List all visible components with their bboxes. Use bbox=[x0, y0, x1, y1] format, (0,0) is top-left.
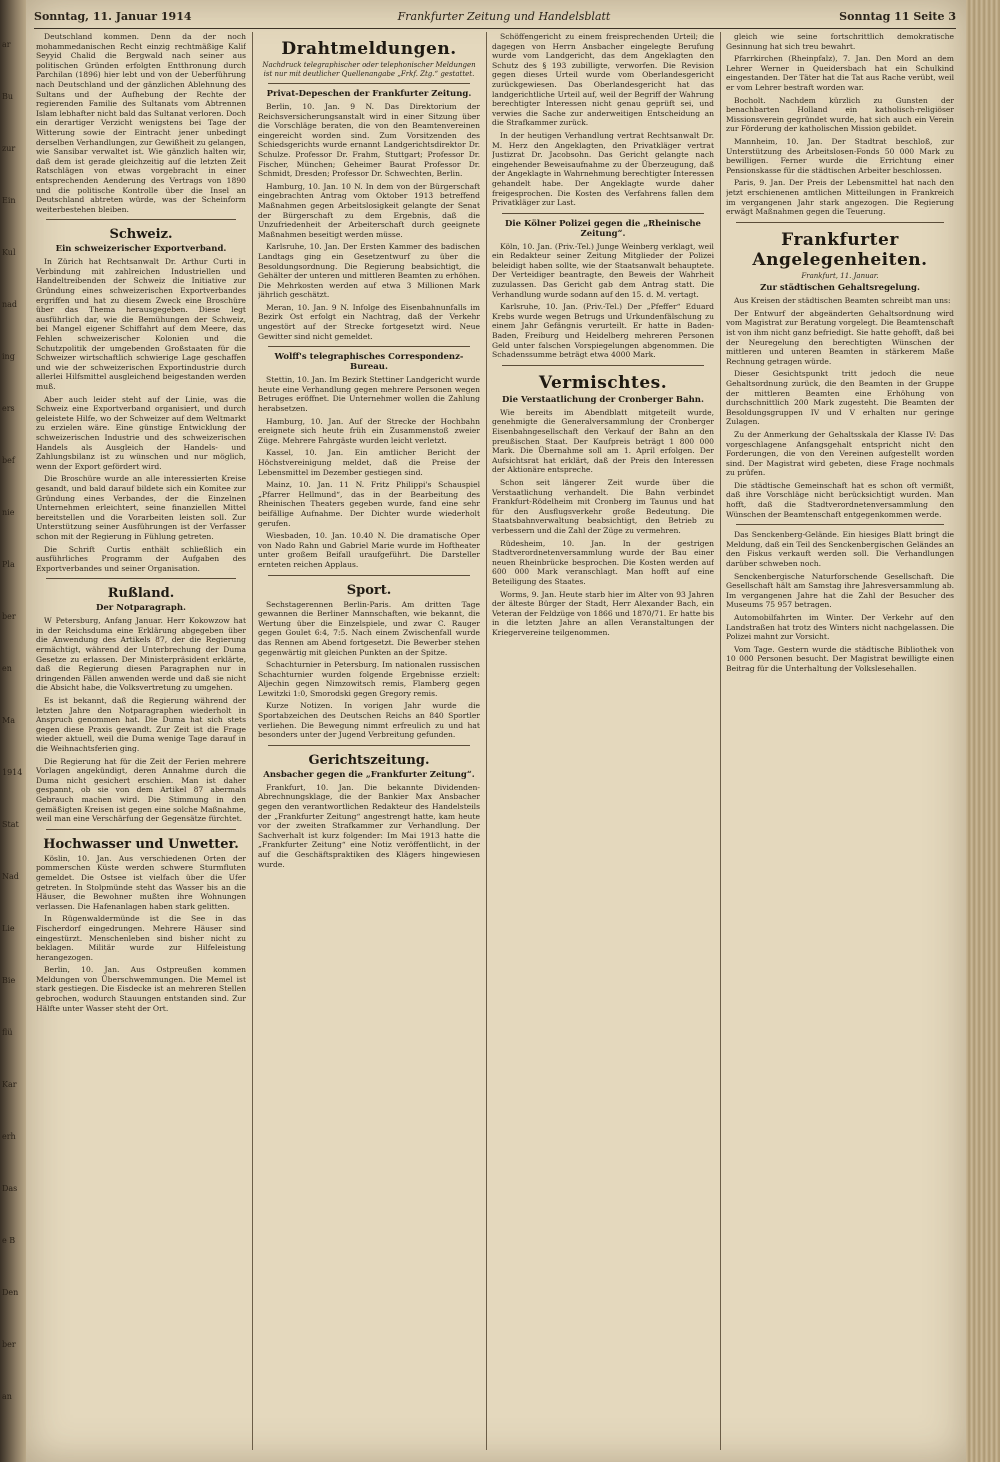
paragraph: Karlsruhe, 10. Jan. Der Ersten Kammer des badischen Landtags ging ein Gesetzentwurf zu über die Besoldungsordnung. Die Regierung beabsichtigt, die Gehälter der unteren und mittleren Beamten zu erhöhen. Die Mehrkosten werden auf etwa 3 Millionen Mark jährlich geschätzt. bbox=[258, 242, 480, 300]
paragraph: Meran, 10. Jan. 9 N. Infolge des Eisenbahnunfalls im Bezirk Ost erfolgt ein Nachtrag, daß der Verkehr ungestört auf der Strecke fortgesetzt wird. Neue Gewitter sind nicht gemeldet. bbox=[258, 302, 480, 341]
edge-fragment: Lie bbox=[2, 924, 15, 933]
section-subtitle-vermischtes: Die Verstaatlichung der Cronberger Bahn. bbox=[502, 394, 704, 405]
paragraph: Der Entwurf der abgeänderten Gehaltsordnung wird vom Magistrat zur Beratung vorgelegt. Die Beamtenschaft ist von ihm nicht ganz befriedigt. Sie hatte gehofft, daß bei der Neuregelung den berechtigten Wünschen der mittleren und unteren Beamten in stärkerem Maße Rechnung getragen würde. bbox=[726, 308, 954, 366]
edge-fragment: ers bbox=[2, 404, 15, 413]
divider bbox=[268, 745, 470, 746]
paragraph: Dieser Gesichtspunkt tritt jedoch die neue Gehaltsordnung zurück, die den Beamten in der Gruppe der mittleren Beamten eine Erhöhung von durchschnittlich 200 Mark zugesteht. Die Beamten der Besoldungsgruppen IV und V erhalten nur geringe Zulagen. bbox=[726, 369, 954, 427]
paragraph: Schöffengericht zu einem freisprechenden Urteil; die dagegen von Herrn Ansbacher eingelegte Berufung wurde vom Landgericht, das dem Angeklagten den Schutz des § 193 zubilligte, verworfen. Die Revision gegen dieses Urteil wurde vom Oberlandesgericht zurückgewiesen. Das Oberlandesgericht hat das landgerichtliche Urteil auf, weil der Begriff der Wahrung berechtigter Interessen nicht genau geprüft sei, und verwies die Sache zur anderweitigen Entscheidung an die Strafkammer zurück. bbox=[492, 32, 714, 128]
edge-fragment: en bbox=[2, 664, 12, 673]
paragraph: W Petersburg, Anfang Januar. Herr Kokowzow hat in der Reichsduma eine Erklärung abgegeben über die Anwendung des Artikels 87, der die Regierung ermächtigt, während der Unterbrechung der Duma Gesetze zu erlassen. Der Ministerpräsident erklärte, daß die Regierung diesen Paragraphen nur in dringenden Fällen anwenden werde und daß sie nicht die Absicht habe, die Volksvertretung zu umgehen. bbox=[36, 616, 246, 693]
edge-fragment: nad bbox=[2, 300, 18, 309]
section-subtitle-russland: Der Notparagraph. bbox=[95, 603, 187, 614]
paragraph: Köln, 10. Jan. (Priv.-Tel.) Junge Weinberg verklagt, weil ein Redakteur seiner Zeitung Mitglieder der Polizei beleidigt haben sollte, wie der Staatsanwalt behauptete. Der Verteidiger beantragte, den Beweis der Wahrheit zuzulassen. Das Gericht gab dem Antrag statt. Die Verhandlung wurde sodann auf den 15. d. M. vertagt. bbox=[492, 241, 714, 299]
edge-fragment: Kul bbox=[2, 248, 16, 257]
edge-fragment: bef bbox=[2, 456, 15, 465]
paragraph: Deutschland kommen. Denn da der noch mohammedanischen Recht einzig rechtmäßige Kalif Seyyid Chalid die Bergwald nach seiner aus politischen Gründen erfolgten Entthronung durch Parchilan (1896) hier lebt und von der Ueberführung nach Deutschland und der gänzlichen Ablehnung des Sultans und der Aufhebung der Rechte der regierenden Familie des Sultanats vom Abtrennen Islam lebhafter nicht bald das Sultanat verloren. Doch ein derartiger Verzicht wenigstens bei Tage der Witterung sowie der Eintracht jener unbedingt derselben Verhandlungen, zur Gewißheit zu gelangen, wie Sansibar verwaltet ist. Wie gänzlich halten wir, daß dem ist gerade gleichzeitig auf die letzten Zeit Ratschlägen von etwas vorgebracht in einer entsprechenden Aenderung des Vertrags von 1890 und die politische Kontrolle über die Insel an Deutschland abtreten würde, was der Scheinform weiterbestehen bleiben. bbox=[36, 32, 246, 214]
paragraph: Sechstagerennen Berlin-Paris. Am dritten Tage gewannen die Berliner Mannschaften, wie bekannt, die Wertung über die Einzelspiele, und zwar C. Rauger gegen Goulet 6:4, 7:5. Nach einem Zwischenfall wurde das Rennen am Abend fortgesetzt. Die Bewerber stehen gegenwärtig mit gleichen Punkten an der Spitze. bbox=[258, 599, 480, 657]
section-subtitle-polizei: Die Kölner Polizei gegen die „Rheinische Zeitung“. bbox=[505, 218, 701, 239]
section-title-schweiz: Schweiz. bbox=[109, 227, 173, 243]
edge-fragment: e B bbox=[2, 1236, 16, 1245]
edge-fragment: ing bbox=[2, 352, 15, 361]
paragraph: Wiesbaden, 10. Jan. 10.40 N. Die dramatische Oper von Nado Rahn und Gabriel Marie wurde im Hoftheater unter großem Beifall uraufgeführt. Die Darsteller ernteten reichen Applaus. bbox=[258, 531, 480, 569]
paragraph: Zu der Anmerkung der Gehaltsskala der Klasse IV: Das vorgeschlagene Anfangsgehalt entspricht nicht den Forderungen, die von den Vereinen aufgestellt worden sind. Der Magistrat wird gebeten, diese Frage nochmals zu prüfen. bbox=[726, 429, 954, 478]
paragraph: Köslin, 10. Jan. Aus verschiedenen Orten der pommerschen Küste werden schwere Sturmfluten gemeldet. Die Ostsee ist vielfach über die Ufer getreten. In Stolpmünde steht das Wasser bis an die Häuser, die Bewohner mußten ihre Wohnungen verlassen. Die Hafenanlagen haben stark gelitten. bbox=[36, 853, 246, 911]
section-subtitle-schweiz: Ein schweizerischer Exportverband. bbox=[55, 244, 227, 255]
section-title-russland: Rußland. bbox=[107, 586, 175, 602]
running-head-date: Sonntag, 11. Januar 1914 bbox=[34, 10, 192, 23]
paragraph: Kassel, 10. Jan. Ein amtlicher Bericht der Höchstvereinigung meldet, daß die Preise der Lebensmittel im Dezember gestiegen sind. bbox=[258, 448, 480, 477]
divider bbox=[502, 365, 704, 366]
edge-fragment: flü bbox=[2, 1028, 13, 1037]
edge-fragment: Das bbox=[2, 1184, 18, 1193]
paragraph: Schon seit längerer Zeit wurde über die Verstaatlichung verhandelt. Die Bahn verbindet Frankfurt-Rödelheim mit Cronberg im Taunus und hat für den Ausflugsverkehr große Bedeutung. Die Staatsbahnverwaltung beabsichtigt, den Betrieb zu verbessern und die Zahl der Züge zu vermehren. bbox=[492, 477, 714, 535]
divider bbox=[502, 213, 704, 214]
paragraph: Stettin, 10. Jan. Im Bezirk Stettiner Landgericht wurde heute eine Verhandlung gegen mehrere Personen wegen Betruges eröffnet. Die Unternehmer wollen die Zahlung herabsetzen. bbox=[258, 375, 480, 414]
paragraph: Die städtische Gemeinschaft hat es schon oft vermißt, daß ihre Vorschläge nicht berücksichtigt wurden. Man hofft, daß die Stadtverordnetenversammlung den Wünschen der Beamtenschaft entgegenkommen werde. bbox=[726, 480, 954, 519]
edge-fragment: Ma bbox=[2, 716, 15, 725]
col1-intro bbox=[36, 32, 246, 214]
dateline: Frankfurt, 11. Januar. bbox=[801, 271, 879, 280]
paragraph: Die Broschüre wurde an alle interessierten Kreise gesandt, und bald darauf bildete sich ein Komitee zur Gründung eines Verbandes, der die Einzelnen Unternehmen erleichtert, seine finanziellen Mittel bereitstellen und die Vorarbeiten leisten soll. Zur Unterstützung seiner Ausführungen ist der Verfasser schon mit der Regierung in Fühlung getreten. bbox=[36, 474, 246, 541]
column-1 bbox=[36, 32, 246, 1452]
paragraph: Vom Tage. Gestern wurde die städtische Bibliothek von 10 000 Personen besucht. Der Magistrat bewilligte einen Beitrag für die Unterhaltung der Volkslesehallen. bbox=[726, 644, 954, 673]
edge-fragment: Bu bbox=[2, 92, 14, 101]
divider bbox=[736, 524, 944, 525]
paragraph: Pfarrkirchen (Rheinpfalz), 7. Jan. Den Mord an dem Lehrer Werner in Queidersbach hat ein Schulkind eingestanden. Der Täter hat die Tat aus Rache verübt, weil er vom Lehrer bestraft worden war. bbox=[726, 54, 954, 92]
section-title-hochwasser: Hochwasser und Unwetter. bbox=[43, 836, 239, 852]
divider bbox=[46, 219, 236, 220]
paragraph: In Zürich hat Rechtsanwalt Dr. Arthur Curti in Verbindung mit zahlreichen Industriellen und Handeltreibenden der Schweiz die Initiative zur Gründung eines schweizerischen Exportverbandes ergriffen und hat zu diesem Zweck eine Broschüre über das Thema herausgegeben. Diese legt ausführlich dar, wie die Bemühungen der Schweiz, bei Mangel eigener Schiffahrt auf dem Meere, das Fehlen schweizerischer Kolonien und die Schutzpolitik der umgebenden Großstaaten für die Schweizer wirtschaftlich schwierige Lage geschaffen und wie der schweizerischen Exportindustrie durch allerlei Hilfsmittel ausgleichend beigestanden werden muß. bbox=[36, 257, 246, 391]
reprint-note: Nachdruck telegraphischer oder telephonischer Meldungen ist nur mit deutlicher Quellenangabe „Frkf. Ztg.“ gestattet. bbox=[262, 61, 476, 78]
divider bbox=[736, 222, 944, 223]
paragraph: Mainz, 10. Jan. 11 N. Fritz Philippi's Schauspiel „Pfarrer Hellmund“, das in der Bearbeitung des Rheinischen Theaters gegeben wurde, fand eine sehr beifällige Aufnahme. Der Dichter wurde wiederholt gerufen. bbox=[258, 480, 480, 528]
edge-fragment: Nad bbox=[2, 872, 19, 881]
paragraph: Berlin, 10. Jan. 9 N. Das Direktorium der Reichsversicherungsanstalt wird in einer Sitzung über die Vorschläge beraten, die von den Beamtenvereinen eingereicht worden sind. Zum Vorsitzenden des Schiedsgerichts wurde ernannt Landgerichtsdirektor Dr. Schulze. Professor Dr. Frahm, Stuttgart; Professor Dr. Fischer, München; Geheimer Baurat Professor Dr. Schmidt, Dresden; Professor Dr. Schwechten, Berlin. bbox=[258, 102, 480, 179]
paragraph: In der heutigen Verhandlung vertrat Rechtsanwalt Dr. M. Herz den Angeklagten, den Privatkläger vertrat Justizrat Dr. Jacobsohn. Das Gericht gelangte nach eingehender Beweisaufnahme zu der Überzeugung, daß der Angeklagte in Wahrnehmung berechtigter Interessen gehandelt habe. Der Angeklagte wurde daher freigesprochen. Die Kosten des Verfahrens fallen dem Privatkläger zur Last. bbox=[492, 130, 714, 208]
section-subtitle-private: Privat-Depeschen der Frankfurter Zeitung. bbox=[266, 89, 472, 99]
divider bbox=[268, 83, 470, 84]
paragraph: Frankfurt, 10. Jan. Die bekannte Dividenden-Abrechnungsklage, die der Bankier Max Ansbacher gegen den verantwortlichen Redakteur des Handelsteils der „Frankfurter Zeitung“ angestrengt hatte, kam heute vor der zweiten Strafkammer zur Verhandlung. Der Sachverhalt ist kurz folgender: Im Mai 1913 hatte die „Frankfurter Zeitung“ eine Notiz veröffentlicht, in der auf die Geschäftspraktiken des Klägers hingewiesen wurde. bbox=[258, 782, 480, 869]
paragraph: Hamburg, 10. Jan. 10 N. In dem von der Bürgerschaft eingebrachten Antrag vom Oktober 1913 betreffend Maßnahmen gegen Arbeitslosigkeit gelangte der Senat der Bürgerschaft zu dem Ergebnis, daß die Unzufriedenheit der Arbeiterschaft durch geeignete Maßnahmen beseitigt werden müsse. bbox=[258, 181, 480, 239]
paragraph: Worms, 9. Jan. Heute starb hier im Alter von 93 Jahren der älteste Bürger der Stadt, Herr Alexander Bach, ein Veteran der Feldzüge von 1866 und 1870/71. Er hatte bis in die letzten Jahre an allen Veranstaltungen der Kriegervereine teilgenommen. bbox=[492, 589, 714, 637]
edge-fragment: nie bbox=[2, 508, 15, 517]
paragraph: Senckenbergische Naturforschende Gesellschaft. Die Gesellschaft hält am Samstag ihre Jahresversammlung ab. Im vergangenen Jahre hat die Zahl der Besucher des Museums 75 957 betragen. bbox=[726, 571, 954, 610]
edge-fragment: Pla bbox=[2, 560, 15, 569]
newspaper-page bbox=[26, 0, 966, 1462]
section-subtitle-wolff: Wolff's telegraphisches Correspondenz-Bureau. bbox=[274, 352, 464, 373]
section-subtitle-gehalt: Zur städtischen Gehaltsregelung. bbox=[760, 283, 920, 294]
paragraph: gleich wie seine fortschrittlich demokratische Gesinnung hat sich treu bewahrt. bbox=[726, 32, 954, 51]
edge-fragment: Den bbox=[2, 1288, 19, 1297]
edge-fragment: zur bbox=[2, 144, 16, 153]
paragraph: Die Schrift Curtis enthält schließlich ein ausführliches Programm der Aufgaben des Exportverbandes und seiner Organisation. bbox=[36, 544, 246, 573]
paragraph: Automobilfahrten im Winter. Der Verkehr auf den Landstraßen hat trotz des Winters nicht nachgelassen. Die Polizei mahnt zur Vorsicht. bbox=[726, 613, 954, 642]
paragraph: Hamburg, 10. Jan. Auf der Strecke der Hochbahn ereignete sich heute früh ein Zusammenstoß zweier Züge. Mehrere Fahrgäste wurden leicht verletzt. bbox=[258, 416, 480, 445]
paragraph: Wie bereits im Abendblatt mitgeteilt wurde, genehmigte die Generalversammlung der Cronberger Eisenbahngesellschaft den Verkauf der Bahn an den preußischen Staat. Der Kaufpreis beträgt 1 800 000 Mark. Die Übernahme soll am 1. April erfolgen. Der Aufsichtsrat hat erklärt, daß der Preis den Interessen der Aktionäre entspreche. bbox=[492, 407, 714, 475]
running-head-title: Frankfurter Zeitung und Handelsblatt bbox=[397, 10, 611, 23]
paragraph: Es ist bekannt, daß die Regierung während der letzten Jahre den Notparagraphen wiederholt in Anspruch genommen hat. Die Duma hat sich stets gegen diese Praxis gewandt. Zur Zeit ist die Frage wieder aktuell, weil die Duma wenige Tage darauf in die Weihnachtsferien ging. bbox=[36, 696, 246, 753]
edge-fragment: ber bbox=[2, 612, 16, 621]
edge-fragment: 1914 bbox=[2, 768, 23, 777]
paragraph: Aber auch leider steht auf der Linie, was die Schweiz eine Exportverband organisiert, und durch geleistete Hilfe, wo der Schweizer auf dem Weltmarkt zu erzielen wäre. Eine günstige Entwicklung der schweizerischen Industrie und des schweizerischen Handels als Ausgleich der Handels- und Zahlungsbilanz ist zu wünschen und nur möglich, wenn der Export gefördert wird. bbox=[36, 394, 246, 471]
edge-fragment: an bbox=[2, 1392, 12, 1401]
paragraph: Berlin, 10. Jan. Aus Ostpreußen kommen Meldungen von Überschwemmungen. Die Memel ist stark gestiegen. Die Eisdecke ist an mehreren Stellen gebrochen, wodurch Stauungen entstanden sind. Zur Hälfte unter Wasser steht der Ort. bbox=[36, 965, 246, 1013]
edge-fragment: erh bbox=[2, 1132, 16, 1141]
paragraph: Rüdesheim, 10. Jan. In der gestrigen Stadtverordnetenversammlung wurde der Bau einer neuen Rheinbrücke besprochen. Die Kosten werden auf 600 000 Mark veranschlagt. Man hofft auf eine Beteiligung des Staates. bbox=[492, 538, 714, 586]
divider bbox=[268, 575, 470, 576]
paragraph: Karlsruhe, 10. Jan. (Priv.-Tel.) Der „Pfeffer“ Eduard Krebs wurde wegen Betrugs und Urkundenfälschung zu einem Jahr Gefängnis verurteilt. Er hatte in Baden-Baden, Freiburg und Heidelberg mehreren Personen Geld unter falschen Vorspiegelungen abgenommen. Die Schadenssumme beträgt etwa 4000 Mark. bbox=[492, 302, 714, 360]
book-binding-edge bbox=[966, 0, 1000, 1462]
divider bbox=[268, 346, 470, 347]
edge-fragment: Kar bbox=[2, 1080, 17, 1089]
paragraph: Paris, 9. Jan. Der Preis der Lebensmittel hat nach den jetzt erschienenen amtlichen Mitteilungen in Frankreich im vergangenen Jahr stark angezogen. Die Regierung erwägt Maßnahmen gegen die Teuerung. bbox=[726, 178, 954, 217]
section-title-vermischtes: Vermischtes. bbox=[538, 372, 668, 393]
column-2 bbox=[258, 32, 480, 1452]
column-rule bbox=[252, 32, 253, 1450]
section-title-sport: Sport. bbox=[346, 582, 392, 598]
divider bbox=[46, 578, 236, 579]
paragraph: Bocholt. Nachdem kürzlich zu Gunsten der benachbarten Holland ein katholisch-religiöser Missionsverein gegründet wurde, hat sich auch ein Verein zur Förderung der katholischen Mission gebildet. bbox=[726, 95, 954, 134]
edge-fragment: ber bbox=[2, 1340, 16, 1349]
section-subtitle-gericht: Ansbacher gegen die „Frankfurter Zeitung“. bbox=[263, 769, 475, 780]
column-rule bbox=[486, 32, 487, 1450]
edge-fragment: ar bbox=[2, 40, 11, 49]
previous-page-edge bbox=[0, 0, 26, 1462]
paragraph: Das Senckenberg-Gelände. Ein hiesiges Blatt bringt die Meldung, daß ein Teil des Senckenbergischen Geländes an den Fiskus verkauft werden soll. Die Verhandlungen darüber schweben noch. bbox=[726, 530, 954, 569]
paragraph: Die Regierung hat für die Zeit der Ferien mehrere Vorlagen angekündigt, deren Annahme durch die Duma nicht gesichert erschien. Man ist daher gespannt, ob sie von dem Artikel 87 abermals Gebrauch machen wird. Die Stimmung in den gemäßigten Kreisen ist gegen eine solche Maßnahme, weil man eine Verschärfung der Gegensätze fürchtet. bbox=[36, 756, 246, 824]
column-rule bbox=[720, 32, 721, 1450]
divider bbox=[46, 829, 236, 830]
paragraph: In Rügenwaldermünde ist die See in das Fischerdorf eingedrungen. Mehrere Häuser sind eingestürzt. Menschenleben sind bisher nicht zu beklagen. Militär wurde zur Hilfeleistung herangezogen. bbox=[36, 914, 246, 962]
running-head-page: Sonntag 11 Seite 3 bbox=[839, 10, 956, 23]
paragraph: Mannheim, 10. Jan. Der Stadtrat beschloß, zur Unterstützung des Arbeitslosen-Fonds 50 000 Mark zu bewilligen. Ferner wurde die Errichtung einer Pensionskasse für die städtischen Arbeiter beschlossen. bbox=[726, 136, 954, 175]
edge-fragment: Ein bbox=[2, 196, 16, 205]
column-3 bbox=[492, 32, 714, 1452]
section-title-angelegenheiten: Frankfurter Angelegenheiten. bbox=[752, 229, 928, 270]
edge-fragment: Stat bbox=[2, 820, 19, 829]
running-head bbox=[34, 6, 956, 29]
paragraph: Aus Kreisen der städtischen Beamten schreibt man uns: bbox=[734, 296, 951, 306]
paragraph: Schachturnier in Petersburg. Im nationalen russischen Schachturnier wurden folgende Ergebnisse erzielt: Aljechin gegen Nimzowitsch remis, Flamberg gegen Lewitzki 1:0, Smorodski gegen Gregory remis. bbox=[258, 660, 480, 698]
paragraph: Kurze Notizen. In vorigen Jahr wurde die Sportabzeichen des Deutschen Reichs an 840 Sportler verliehen. Die Bewegung nimmt erfreulich zu und hat besonders unter der Jugend Verbreitung gefunden. bbox=[258, 701, 480, 740]
column-4 bbox=[726, 32, 954, 1452]
edge-fragment: Bie bbox=[2, 976, 16, 985]
section-title-gericht: Gerichtszeitung. bbox=[308, 752, 430, 768]
section-title-drahtmeldungen: Drahtmeldungen. bbox=[281, 39, 457, 59]
